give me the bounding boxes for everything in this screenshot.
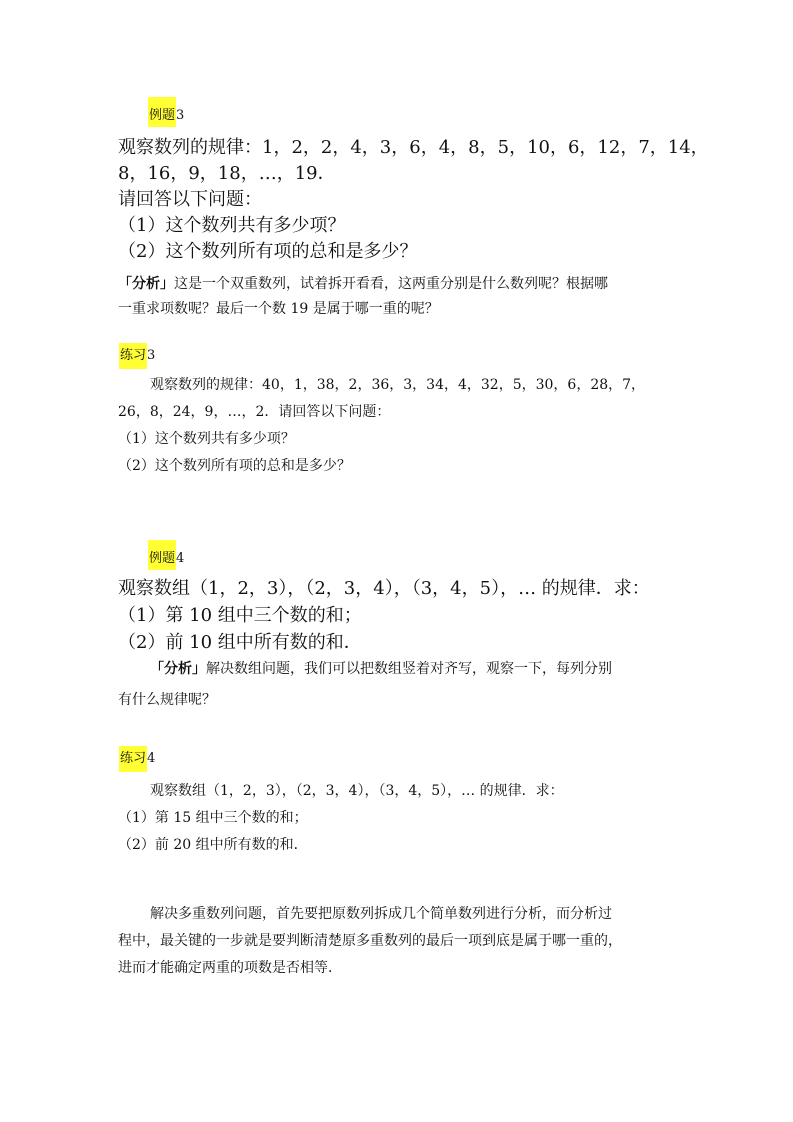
- example-3-label: [148, 97, 184, 127]
- example-4-question-1: （1）第 10 组中三个数的和；: [118, 605, 362, 626]
- practice-3-line-2: 26，8，24，9，…，2．请回答以下问题：: [118, 404, 391, 420]
- practice-4-label: [119, 746, 155, 772]
- example-3-analysis-line-1: [118, 273, 608, 293]
- example-3-analysis-line-2: 一重求项数呢？最后一个数 19 是属于哪一重的呢？: [118, 301, 439, 317]
- practice-4-label-text: 练习: [119, 746, 147, 772]
- summary-line-1: 解决多重数列问题，首先要把原数列拆成几个简单数列进行分析，而分析过: [150, 906, 612, 922]
- example-4-analysis-line-1: [150, 658, 612, 678]
- example-4-label: [148, 540, 184, 570]
- example-3-analysis-text: 这是一个双重数列，试着拆开看看，这两重分别是什么数列呢？根据哪: [174, 276, 608, 292]
- example-3-line-1: 观察数列的规律：1，2，2，4，3，6，4，8，5，10，6，12，7，14，: [118, 137, 709, 158]
- example-3-number: 3: [176, 108, 185, 123]
- practice-4-question-2: （2）前 20 组中所有数的和．: [118, 837, 308, 853]
- practice-3-line-1: 观察数列的规律：40，1，38，2，36，3，34，4，32，5，30，6，28，7，: [150, 377, 646, 393]
- practice-4-question-1: （1）第 15 组中三个数的和；: [118, 810, 308, 826]
- example-4-analysis-text: 解决数组问题，我们可以把数组竖着对齐写，观察一下，每列分别: [206, 661, 612, 677]
- practice-4-line-1: 观察数组（1，2，3），（2，3，4），（3，4，5），… 的规律．求：: [150, 783, 564, 799]
- example-3-line-2: 8，16，9，18，…，19．: [118, 163, 336, 184]
- example-4-analysis-tag: 「分析」: [150, 661, 206, 677]
- practice-3-label: [119, 343, 155, 369]
- example-3-question-2: （2）这个数列所有项的总和是多少？: [118, 241, 418, 262]
- example-3-line-3: 请回答以下问题：: [118, 189, 262, 210]
- example-4-analysis-line-2: 有什么规律呢？: [118, 692, 216, 708]
- practice-3-question-2: （2）这个数列所有项的总和是多少？: [118, 458, 351, 474]
- example-3-label-text: 例题: [148, 97, 176, 127]
- summary-line-3: 进而才能确定两重的项数是否相等．: [118, 960, 342, 976]
- example-4-line-1: 观察数组（1，2，3），（2，3，4），（3，4，5），… 的规律．求：: [118, 578, 650, 599]
- summary-line-2: 程中，最关键的一步就是要判断清楚原多重数列的最后一项到底是属于哪一重的，: [118, 933, 622, 949]
- practice-3-label-text: 练习: [119, 343, 147, 369]
- example-4-question-2: （2）前 10 组中所有数的和．: [118, 632, 362, 653]
- practice-3-number: 3: [147, 348, 156, 363]
- example-3-analysis-tag: 「分析」: [118, 276, 174, 292]
- example-4-number: 4: [176, 551, 185, 566]
- practice-3-question-1: （1）这个数列共有多少项？: [118, 431, 295, 447]
- example-4-label-text: 例题: [148, 540, 176, 570]
- example-3-question-1: （1）这个数列共有多少项？: [118, 215, 346, 236]
- practice-4-number: 4: [147, 751, 156, 766]
